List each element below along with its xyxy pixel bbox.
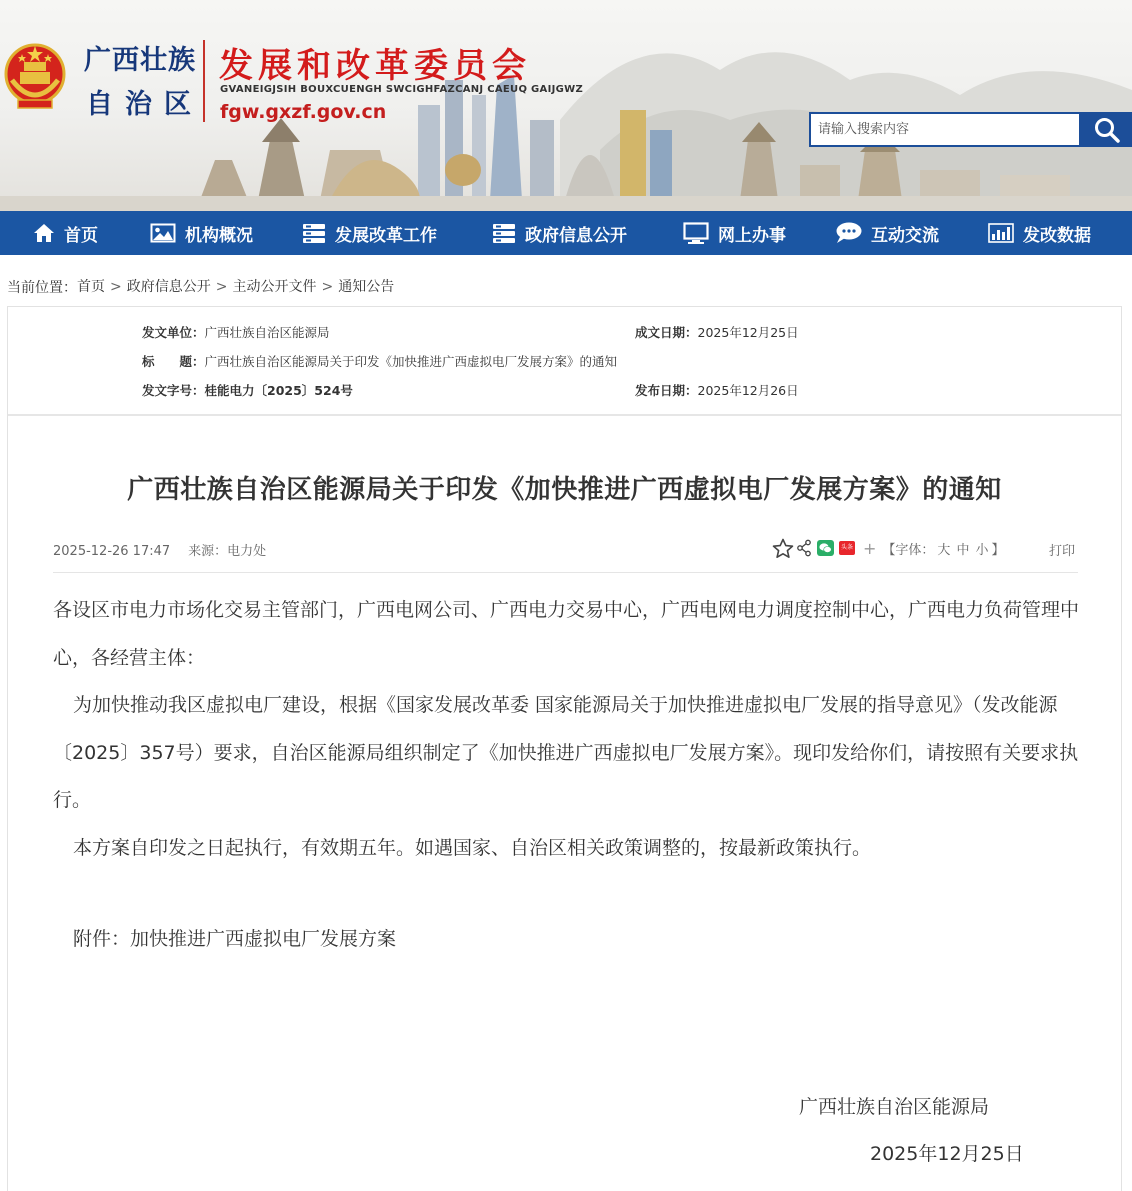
nav-item-organization[interactable] <box>150 211 253 255</box>
article-datetime: 2025-12-26 17:47 <box>53 544 171 559</box>
nav-item-home[interactable] <box>33 211 98 255</box>
share-icon[interactable] <box>796 539 812 557</box>
article-source: 电力处 <box>227 544 267 559</box>
meta-doc-no-value: 桂能电力〔2025〕524号 <box>204 383 353 398</box>
region-name-line1: 广西壮族 <box>84 45 196 76</box>
home-icon <box>33 223 55 243</box>
nav-item-gov-info[interactable] <box>492 211 627 255</box>
meta-issuer-label: 发文单位： <box>142 325 205 340</box>
font-size-end: 】 <box>991 542 1005 558</box>
header-divider <box>203 40 205 122</box>
breadcrumb-notices[interactable]: 通知公告 <box>338 279 395 295</box>
org-name: 发展和改革委员会 <box>219 46 531 86</box>
search-input[interactable] <box>809 112 1081 147</box>
font-size-small[interactable]: 小 <box>975 542 989 558</box>
print-button[interactable]: 打印 <box>1049 544 1076 559</box>
nav-label: 政府信息公开 <box>525 225 627 246</box>
nav-label: 机构概况 <box>185 225 253 246</box>
search-bar <box>809 112 1132 147</box>
nav-item-development-reform[interactable] <box>302 211 437 255</box>
meta-publish-date-label: 发布日期： <box>635 383 698 398</box>
font-size-large[interactable]: 大 <box>937 542 951 558</box>
nav-label: 发展改革工作 <box>335 225 437 246</box>
national-emblem-icon <box>4 40 66 112</box>
breadcrumb-separator: > <box>110 279 122 295</box>
meta-issuer-value: 广西壮族自治区能源局 <box>204 325 330 340</box>
font-size-switcher <box>882 539 1004 558</box>
meta-publish-date-value: 2025年12月26日 <box>697 383 799 398</box>
article-signature: 广西壮族自治区能源局 <box>799 1096 990 1118</box>
toutiao-share-button[interactable]: 头条 <box>839 541 855 555</box>
nav-label: 首页 <box>64 225 98 246</box>
breadcrumb-separator: > <box>321 279 334 295</box>
paragraph-spacer <box>53 872 1083 916</box>
meta-title-value: 广西壮族自治区能源局关于印发《加快推进广西虚拟电厂发展方案》的通知 <box>204 354 618 369</box>
nav-label: 互动交流 <box>871 225 939 246</box>
font-size-medium[interactable]: 中 <box>956 542 970 558</box>
article-info <box>53 540 266 559</box>
article-container <box>7 306 1122 1191</box>
search-icon <box>1093 116 1121 144</box>
meta-doc-no-label: 发文字号： <box>142 383 205 398</box>
more-share-icon[interactable]: + <box>863 538 877 558</box>
nav-item-online-services[interactable] <box>683 211 786 255</box>
meta-doc-no <box>142 381 353 399</box>
nav-label: 网上办事 <box>718 225 786 246</box>
breadcrumb-gov-info[interactable]: 政府信息公开 <box>126 279 211 295</box>
picture-icon <box>150 223 176 243</box>
stack-icon <box>492 223 516 243</box>
main-nav <box>0 211 1132 255</box>
meta-date-created-value: 2025年12月25日 <box>697 325 799 340</box>
chat-bubble-icon <box>834 222 862 244</box>
star-icon[interactable] <box>772 538 794 559</box>
article-paragraph: 为加快推动我区虚拟电厂建设，根据《国家发展改革委 国家能源局关于加快推进虚拟电厂发展的指导意见》（发改能源〔2025〕357号）要求，自治区能源局组织制定了《加快推进广西虚拟电厂发展方案》。现印发给你们，请按照有关要求执行。 <box>53 694 1079 811</box>
meta-publish-date <box>635 381 799 399</box>
site-domain: fgw.gxzf.gov.cn <box>220 101 387 123</box>
site-header <box>0 0 1132 211</box>
article-sign-date: 2025年12月25日 <box>870 1143 1024 1165</box>
nav-item-interaction[interactable] <box>834 211 939 255</box>
article-tools <box>772 537 1004 559</box>
meta-date-created <box>635 323 799 341</box>
wechat-icon[interactable] <box>817 540 834 556</box>
article-attachment: 附件：加快推进广西虚拟电厂发展方案 <box>73 928 397 950</box>
meta-title-label: 标 题： <box>142 354 205 369</box>
breadcrumb-separator: > <box>215 279 228 295</box>
breadcrumb-public-files[interactable]: 主动公开文件 <box>232 279 317 295</box>
meta-title <box>142 352 617 370</box>
monitor-icon <box>683 222 709 244</box>
document-meta-table <box>8 307 1121 416</box>
meta-date-created-label: 成文日期： <box>635 325 698 340</box>
stack-icon <box>302 223 326 243</box>
article-salutation: 各设区市电力市场化交易主管部门，广西电网公司、广西电力交易中心，广西电网电力调度控制中心，广西电力负荷管理中心，各经营主体： <box>53 599 1080 669</box>
article-paragraph: 本方案自印发之日起执行，有效期五年。如遇国家、自治区相关政策调整的，按最新政策执行。 <box>73 836 872 859</box>
breadcrumb <box>7 276 394 297</box>
article-body <box>53 587 1083 964</box>
article-source-label: 来源： <box>188 544 228 559</box>
breadcrumb-home[interactable]: 首页 <box>77 279 105 295</box>
font-size-label: 【字体： <box>882 542 935 558</box>
article-title: 广西壮族自治区能源局关于印发《加快推进广西虚拟电厂发展方案》的通知 <box>127 475 1002 505</box>
org-name-zhuang: GVANEIGJSIH BOUXCUENGH SWCIGHFAZCANJ CAEUQ GAIJGWZ <box>220 84 584 95</box>
region-name-line2: 自治区 <box>86 89 203 120</box>
nav-item-data[interactable] <box>988 211 1091 255</box>
bar-chart-icon <box>988 223 1014 243</box>
breadcrumb-label: 当前位置： <box>7 280 77 296</box>
search-button[interactable] <box>1081 112 1132 147</box>
title-divider <box>53 572 1078 573</box>
nav-label: 发改数据 <box>1023 225 1091 246</box>
meta-issuer <box>142 323 330 341</box>
